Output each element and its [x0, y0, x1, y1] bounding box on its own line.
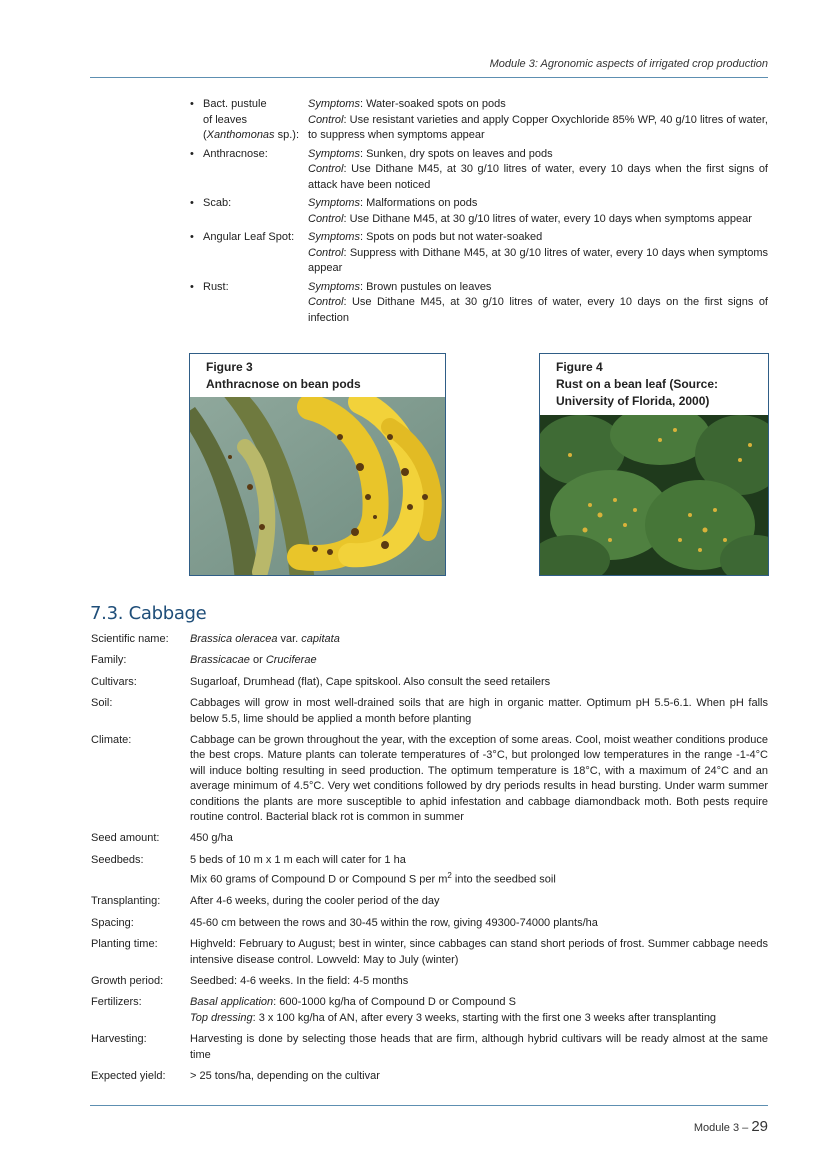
control-label: Control: [308, 113, 344, 126]
symptoms-label: Symptoms: [308, 197, 360, 209]
list-item: [190, 147, 768, 194]
symptoms-text: : Sunken, dry spots on leaves and pods: [359, 147, 553, 160]
control-text: : Use resistant varieties and apply Copper Oxychloride 85% WP, 40 g/10 litres of water, to suppress when symptoms appear: [308, 113, 768, 141]
table-row: [91, 974, 768, 989]
symptoms-label: Symptoms: [308, 147, 360, 160]
row-label: Climate:: [91, 734, 132, 747]
symptoms-text: : Malformations on pods: [359, 197, 478, 209]
footer-rule: [90, 1105, 768, 1106]
table-row: [91, 733, 768, 825]
figure-title: University of Florida, 2000): [556, 394, 710, 408]
table-row: [91, 675, 768, 690]
figure-label: Figure 3: [206, 360, 253, 374]
row-label: Seedbeds:: [91, 853, 144, 866]
list-item: [190, 97, 768, 144]
symptoms-text: : Spots on pods but not water-soaked: [359, 231, 543, 243]
bullet-icon: •: [190, 280, 194, 293]
symptoms-label: Symptoms: [308, 231, 360, 243]
bullet-icon: •: [190, 98, 194, 110]
row-label: Harvesting:: [91, 1033, 147, 1046]
figure-title: Anthracnose on bean pods: [206, 377, 361, 391]
figure-4: [539, 353, 769, 576]
footer-dash: –: [739, 1122, 752, 1134]
row-value: Cabbage can be grown throughout the year, with the exception of some areas. Cool, moist weather conditions produce the best crops. Mature plants can tolerate temperatures of -3°C, but prolonged low temperatures in the range -1-4°C will induce bolting resulting in seed production. The optimum temperature is 18°C, with a maximum of 24°C and an average minimum of 4.5°C. Very wet conditions followed by dry periods results in head bursting. Under warm summer conditions the plants are more susceptible to aphid infestation and cabbage diamondback moth. Both pests require routine control. Bacterial black rot is common in summer: [190, 734, 768, 824]
row-value: Cabbages will grow in most well-drained soils that are high in organic matter. Optimum pH 5.5-6.1. When pH falls below 5.5, lime should be applied a month before planting: [190, 697, 768, 725]
figure-label: Figure 4: [556, 360, 603, 374]
table-row: [91, 696, 768, 727]
section-title: 7.3. Cabbage: [90, 603, 207, 624]
disease-name: (Xanthomonas sp.):: [203, 129, 300, 141]
table-row: [91, 653, 768, 668]
row-value: After 4-6 weeks, during the cooler period of the day: [190, 895, 440, 908]
control-text: : Suppress with Dithane M45, at 30 g/10 litres of water, every 10 days when symptoms appear: [308, 246, 768, 274]
table-row: [91, 1032, 768, 1063]
row-value: 5 beds of 10 m x 1 m each will cater for 1 ha Mix 60 grams of Compound D or Compound S per $m^2$ into the seedbed soil: [190, 853, 556, 886]
control-text: : Use Dithane M45, at 30 g/10 litres of water, every 10 days when symptoms appear: [343, 212, 752, 225]
row-label: Seed amount:: [91, 832, 160, 845]
control-label: Control: [308, 246, 344, 259]
row-label: Planting time:: [91, 938, 158, 951]
control-label: Control: [308, 212, 344, 225]
row-label: Growth period:: [91, 974, 164, 987]
footer-module: Module 3: [693, 1122, 740, 1134]
row-value: 45-60 cm between the rows and 30-45 within the row, giving 49300-74000 plants/ha: [190, 916, 598, 929]
row-label: Soil:: [91, 697, 113, 710]
row-label: Spacing:: [91, 916, 134, 929]
symptoms-label: Symptoms: [308, 280, 360, 293]
figure-3: [189, 353, 446, 576]
row-value: Basal application: 600-1000 kg/ha of Compound D or Compound S Top dressing: 3 x 100 kg/ha of AN, after every 3 weeks, starting with the first one 3 weeks after transplanting: [190, 996, 717, 1024]
table-row: [91, 1069, 768, 1084]
symptoms-text: : Brown pustules on leaves: [359, 280, 492, 293]
bullet-icon: •: [190, 197, 194, 209]
table-row: [91, 937, 768, 968]
row-value: Sugarloaf, Drumhead (flat), Cape spitskool. Also consult the seed retailers: [190, 675, 551, 688]
row-value: > 25 tons/ha, depending on the cultivar: [190, 1070, 380, 1082]
running-header: Module 3: Agronomic aspects of irrigated crop production: [489, 58, 768, 70]
disease-name: Bact. pustule: [203, 98, 267, 110]
row-label: Expected yield:: [91, 1070, 166, 1082]
rust-bean-leaf-photo: [540, 415, 768, 575]
page-number: 29: [751, 1118, 768, 1135]
disease-name: Anthracnose:: [203, 147, 268, 160]
symptoms-text: : Water-soaked spots on pods: [359, 98, 506, 110]
row-label: Fertilizers:: [91, 996, 142, 1009]
cabbage-info-table: [91, 632, 768, 1090]
row-value: Brassicacae or Cruciferae: [190, 654, 317, 667]
table-row: [91, 831, 768, 846]
row-label: Cultivars:: [91, 675, 137, 688]
table-row: [91, 894, 768, 909]
table-row: [91, 995, 768, 1026]
figure-title: Rust on a bean leaf (Source:: [556, 377, 719, 391]
control-label: Control: [308, 296, 344, 308]
page-footer: [694, 1118, 768, 1135]
bullet-icon: •: [190, 147, 194, 160]
row-value: Brassica oleracea var. capitata: [190, 633, 340, 645]
symptoms-label: Symptoms: [308, 98, 360, 110]
table-row: [91, 853, 768, 888]
list-item: [190, 196, 768, 227]
control-label: Control: [308, 163, 344, 175]
control-text: : Use Dithane M45, at 30 g/10 litres of water, every 10 days on the first signs of infection: [308, 296, 768, 324]
row-label: Scientific name:: [91, 633, 169, 645]
row-label: Family:: [91, 654, 127, 667]
bullet-icon: •: [190, 231, 194, 243]
disease-name: of leaves: [203, 113, 248, 126]
anthracnose-bean-pods-photo: [190, 397, 445, 575]
table-row: [91, 632, 768, 647]
row-value: Seedbed: 4-6 weeks. In the field: 4-5 months: [190, 974, 409, 987]
row-value: Highveld: February to August; best in winter, since cabbages can stand short periods of frost. Summer cabbage needs intensive disease control. Lowveld: May to July (winter): [190, 938, 768, 966]
row-label: Transplanting:: [91, 895, 161, 908]
list-item: [190, 230, 768, 277]
list-item: [190, 280, 768, 327]
row-value: 450 g/ha: [190, 832, 233, 845]
header-rule: [90, 77, 768, 78]
table-row: [91, 916, 768, 931]
control-text: : Use Dithane M45, at 30 g/10 litres of water, every 10 days when the first signs of attack have been noticed: [308, 163, 768, 191]
row-value: Harvesting is done by selecting those heads that are firm, although hybrid cultivars will be ready almost at the same time: [190, 1033, 768, 1061]
disease-name: Scab:: [203, 197, 232, 209]
disease-name: Rust:: [203, 280, 229, 293]
disease-list: [190, 97, 768, 329]
disease-name: Angular Leaf Spot:: [203, 231, 295, 243]
